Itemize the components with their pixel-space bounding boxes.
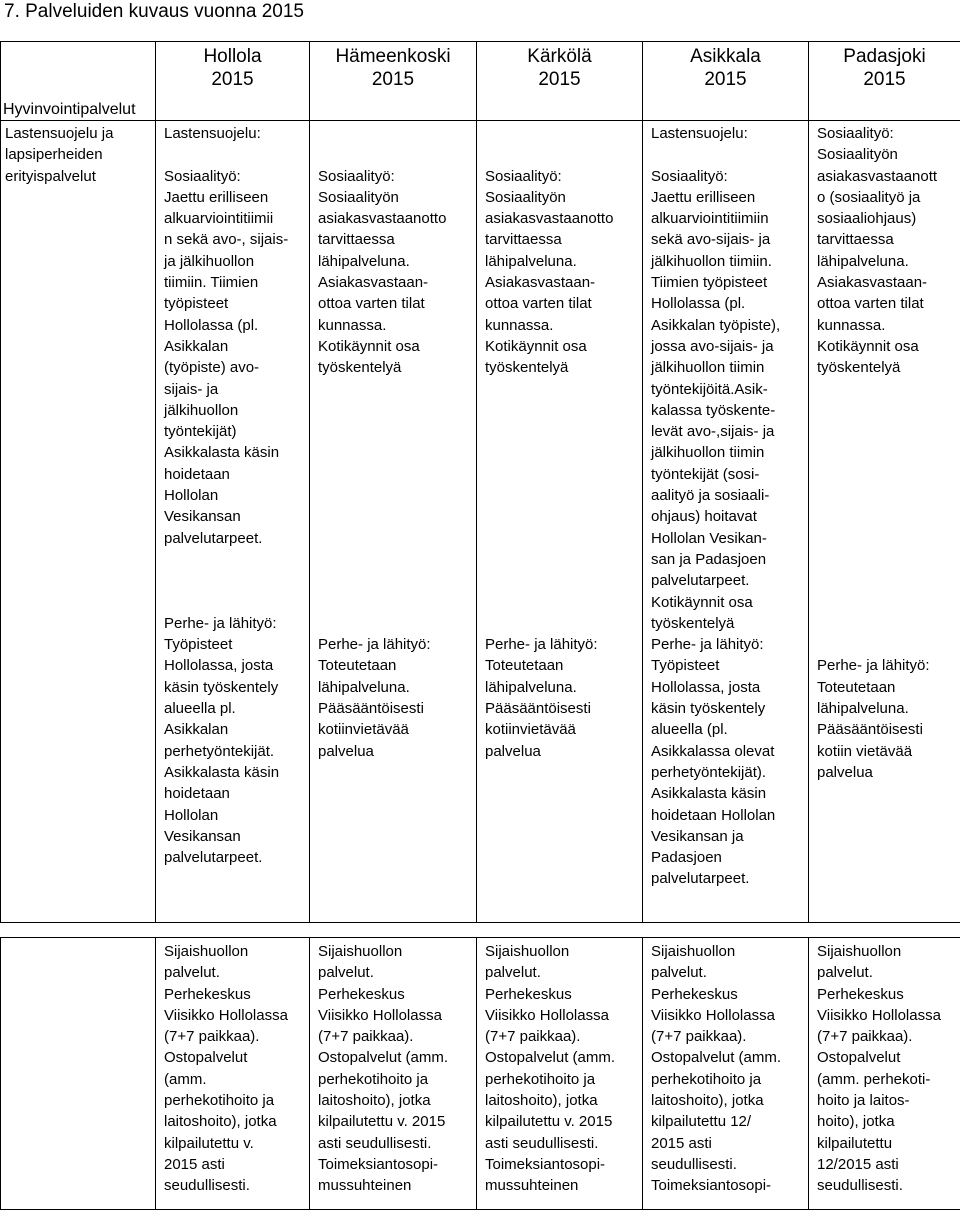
table-row-main (1, 121, 960, 923)
column-header-hollola (156, 42, 310, 121)
cell-hameenkoski-sijais (310, 938, 477, 1210)
table-row-sijaishuolto (1, 938, 960, 1210)
services-table (0, 41, 960, 1210)
cell-text: Sosiaalityö: Sosiaalityön asiakasvastaanotto tarvittaessa lähipalveluna. Asiakasvastaan- ottoa varten tilat kunnassa. Kotikäynnit osa työskentelyä Perhe- ja lähityö: Toteutetaan lähipalveluna. Pääsääntöisesti kotiinvietävää palvelua (485, 167, 614, 760)
column-header-asikkala (643, 42, 809, 121)
cell-padasjoki-sijais (809, 938, 960, 1210)
corner-cell (1, 42, 156, 121)
column-year: 2015 (863, 69, 906, 90)
cell-text: Lastensuojelu: Sosiaalityö: Jaettu erilliseen alkuarviointitiimiin sekä avo-sijais- ja jälkihuollon tiimiin. Tiimien työpisteet Hollolassa (pl. Asikkalan työpiste), jossa avo-sijais- ja jälkihuollon tiimin työntekijöitä.Asik- kalassa työskente- levät avo-,sijais- ja jälkihuollon tiimin työntekijät (sosi- aalityö ja sosiaali- ohjaus) hoitavat Hollolan Vesikan- san ja Padasjoen palvelutarpeet. Kotikäynnit osa työskentelyä Perhe- ja lähityö: Työpisteet Hollolassa, josta käsin työskentely alueella (pl. Asikkalassa olevat perhetyöntekijät). Asikkalasta käsin hoidetaan Hollolan Vesikansan ja Padasjoen palvelutarpeet. (651, 125, 781, 888)
column-name: Hollola (203, 46, 262, 67)
cell-text: Sosiaalityö: Sosiaalityön asiakasvastaanotto tarvittaessa lähipalveluna. Asiakasvastaan- ottoa varten tilat kunnassa. Kotikäynnit osa työskentelyä Perhe- ja lähityö: Toteutetaan lähipalveluna. Pääsääntöisesti kotiinvietävää palvelua (318, 167, 447, 760)
cell-hollola-sijais (156, 938, 310, 1210)
cell-karkola (477, 121, 643, 923)
column-name: Hämeenkoski (335, 46, 451, 67)
cell-text: Sosiaalityö: Sosiaalityön asiakasvastaanott o (sosiaalityö ja sosiaaliohjaus) tarvittaessa lähipalveluna. Asiakasvastaan- ottoa varten tilat kunnassa. Kotikäynnit osa työskentelyä Perhe- ja lähityö: Toteutetaan lähipalveluna. Pääsääntöisesti kotiin vietävää palvelua (817, 125, 938, 781)
cell-text: Sijaishuollon palvelut. Perhekeskus Viisikko Hollolassa (7+7 paikkaa). Ostopalvelut (amm. perhekotihoito ja laitoshoito), jotka kilpailutettu v. 2015 asti seudullisesti. Toimeksiantosopi- mussuhteinen (485, 943, 616, 1195)
cell-karkola-sijais (477, 938, 643, 1210)
row-label-empty (1, 938, 156, 1210)
cell-hollola (156, 121, 310, 923)
cell-padasjoki (809, 121, 960, 923)
section-label: Hyvinvointipalvelut (3, 101, 136, 118)
page-title: 7. Palveluiden kuvaus vuonna 2015 (4, 1, 305, 22)
column-header-padasjoki (809, 42, 960, 121)
column-header-karkola (477, 42, 643, 121)
column-year: 2015 (538, 69, 581, 90)
cell-text: Sijaishuollon palvelut. Perhekeskus Viisikko Hollolassa (7+7 paikkaa). Ostopalvelut (amm. perhekotihoito ja laitoshoito), jotka kilpailutettu 12/ 2015 asti seudullisesti. Toimeksiantosopi- (651, 943, 782, 1195)
column-header-hameenkoski (310, 42, 477, 121)
column-name: Asikkala (690, 46, 761, 67)
row-label (1, 121, 156, 923)
header-row (1, 42, 960, 121)
column-year: 2015 (704, 69, 747, 90)
row-gap (1, 923, 960, 938)
column-year: 2015 (211, 69, 254, 90)
cell-text: Sijaishuollon palvelut. Perhekeskus Viisikko Hollolassa (7+7 paikkaa). Ostopalvelut (amm. perhekotihoito ja laitoshoito), jotka kilpailutettu v. 2015 asti seudullisesti. (164, 943, 288, 1195)
cell-asikkala-sijais (643, 938, 809, 1210)
row-label-text: Lastensuojelu ja lapsiperheiden erityispalvelut (5, 125, 114, 185)
cell-asikkala (643, 121, 809, 923)
cell-hameenkoski (310, 121, 477, 923)
column-name: Kärkölä (527, 46, 592, 67)
column-year: 2015 (371, 69, 415, 90)
cell-text: Lastensuojelu: Sosiaalityö: Jaettu erilliseen alkuarviointitiimii n sekä avo-, sijais- ja jälkihuollon tiimiin. Tiimien työpisteet Hollolassa (pl. Asikkalan (työpiste) avo- sijais- ja jälkihuollon työntekijät) Asikkalasta käsin hoidetaan Hollolan Vesikansan palvelutarpeet. Perhe- ja lähityö: Työpisteet Hollolassa, josta käsin työskentely alueella pl. Asikkalan perhetyöntekijät. Asikkalasta käsin hoidetaan Hollolan Vesikansan palvelutarpeet. (164, 125, 289, 867)
cell-text: Sijaishuollon palvelut. Perhekeskus Viisikko Hollolassa (7+7 paikkaa). Ostopalvelut (amm. perhekoti- hoito ja laitos- hoito), jotka kilpailutettu 12/2015 asti seudullisesti. (817, 943, 941, 1195)
column-name: Padasjoki (843, 46, 926, 67)
cell-text: Sijaishuollon palvelut. Perhekeskus Viisikko Hollolassa (7+7 paikkaa). Ostopalvelut (amm. perhekotihoito ja laitoshoito), jotka kilpailutettu v. 2015 asti seudullisesti. Toimeksiantosopi- mussuhteinen (318, 943, 449, 1195)
gap-cell (1, 923, 960, 938)
